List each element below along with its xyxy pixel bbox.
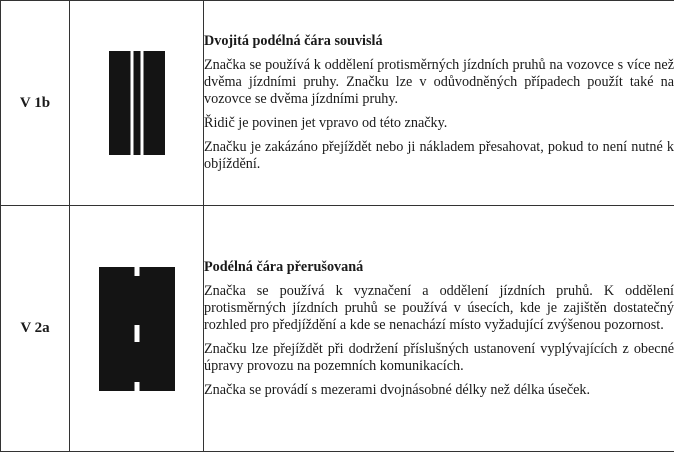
sign-image-cell [70, 206, 204, 452]
double-solid-line-icon [109, 51, 165, 155]
sign-code: V 2a [1, 206, 70, 452]
sign-description [204, 206, 674, 452]
sign-title: Podélná čára přerušovaná [204, 259, 674, 276]
dashed-line-icon [99, 267, 175, 391]
sign-paragraph: Značku lze přejíždět při dodržení příslušných ustanovení vyplývajících z obecné úpravy provozu na pozemních komunikacích. [204, 341, 674, 375]
sign-paragraph: Značku je zakázáno přejíždět nebo ji nákladem přesahovat, pokud to není nutné k objíždění. [204, 139, 674, 173]
sign-paragraph: Značka se používá k oddělení protisměrných jízdních pruhů na vozovce s více než dvěma jízdními pruhy. Značku lze v odůvodněných případech použít také na vozovce se dvěma jízdními pruhy. [204, 57, 674, 108]
sign-code: V 1b [1, 1, 70, 206]
sign-paragraph: Řidič je povinen jet vpravo od této značky. [204, 115, 674, 132]
sign-paragraph: Značka se používá k vyznačení a oddělení jízdních pruhů. K oddělení protisměrných jízdních pruhů se používá v úsecích, kde je zajištěn dostatečný rozhled pro předjíždění a kde se nenachází místo vyžadující zvýšenou pozornost. [204, 283, 674, 334]
table-row [1, 206, 674, 452]
sign-title: Dvojitá podélná čára souvislá [204, 33, 674, 50]
sign-description [204, 1, 674, 206]
sign-paragraph: Značka se provádí s mezerami dvojnásobné délky než délka úseček. [204, 382, 674, 399]
table-row [1, 1, 674, 206]
sign-image-cell [70, 1, 204, 206]
